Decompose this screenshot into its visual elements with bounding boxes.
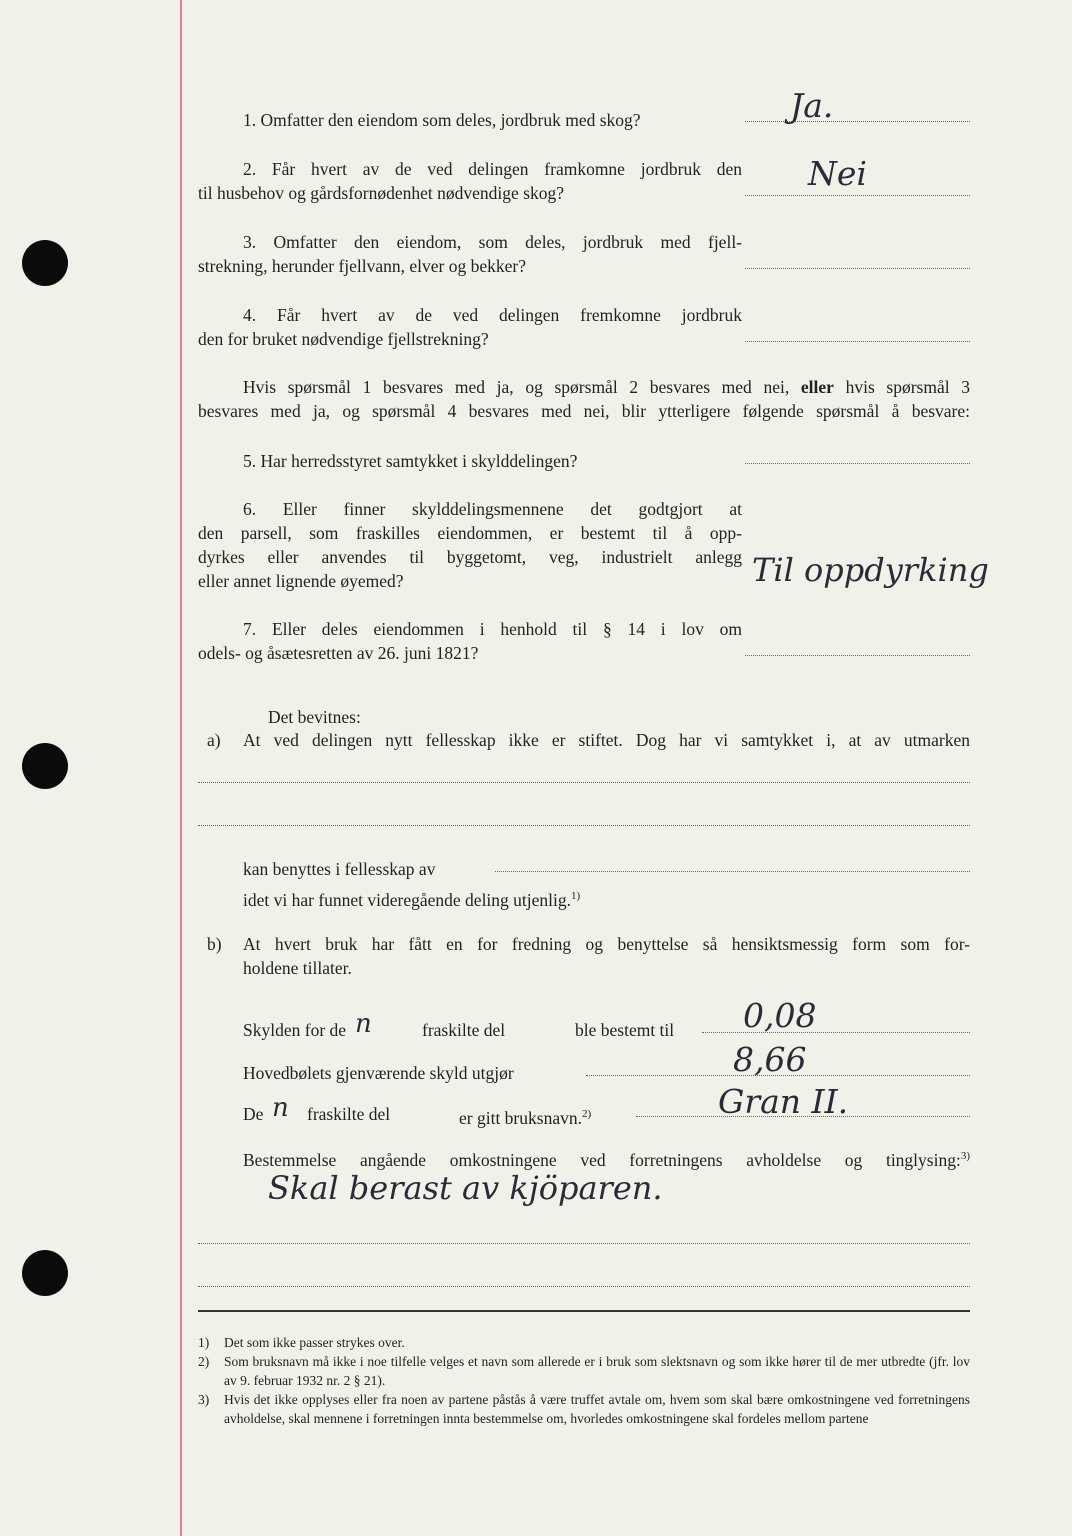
- subdivision-text: idet vi har funnet videregående deling utjenlig.$^{1)}$: [243, 889, 581, 910]
- hoved-label: Hovedbølets gjenværende skyld utgjør: [243, 1063, 514, 1083]
- question-1: 1. Omfatter den eiendom som deles, jordbruk med skog?: [243, 110, 641, 130]
- certification-heading: Det bevitnes:: [268, 707, 361, 727]
- punch-hole: [22, 743, 68, 789]
- item-a-label: a): [207, 730, 221, 750]
- footnote-divider: [198, 1310, 970, 1312]
- cost-label: Bestemmelse angående omkostningene ved forretningens avholdelse og tinglysing:$^{3)}$: [243, 1149, 970, 1170]
- punch-hole: [22, 240, 68, 286]
- answer-line-1: [745, 121, 970, 122]
- question-4-line-2: den for bruket nødvendige fjellstrekning?: [198, 329, 489, 349]
- blank-line: [198, 825, 970, 826]
- question-3-line-1: 3. Omfatter den eiendom, som deles, jordbruk med fjell-: [243, 232, 743, 252]
- answer-1: Ja.: [790, 86, 834, 125]
- question-7-line-1: 7. Eller deles eiendommen i henhold til § 14 i lov om: [243, 619, 742, 639]
- name-label-mid: fraskilte del: [307, 1104, 391, 1124]
- shared-use-line: [495, 871, 970, 872]
- skyld-handwritten-mark: n: [355, 1009, 372, 1039]
- skyld-label-post: ble bestemt til: [575, 1020, 675, 1040]
- item-b-label: b): [207, 934, 222, 954]
- shared-use-label: kan benyttes i fellesskap av: [243, 859, 436, 879]
- question-6-line-1: 6. Eller finner skylddelingsmennene det godtgjort at: [243, 499, 743, 519]
- question-2-line-2: til husbehov og gårdsfornødenhet nødvendige skog?: [198, 183, 564, 203]
- answer-line-3: [745, 268, 970, 269]
- question-4-line-1: 4. Får hvert av de ved delingen fremkomne jordbruk: [243, 305, 742, 325]
- answer-line-2: [745, 195, 970, 196]
- question-6-line-4: eller annet lignende øyemed?: [198, 571, 404, 591]
- footnote-2: 2) Som bruksnavn må ikke i noe tilfelle velges et navn som allerede er i bruk som slektsnavn og som ikke hører til de mer utbredte (jfr. lov av 9. februar 1932 nr. 2 § 21).: [198, 1354, 970, 1388]
- skyld-value: 0,08: [743, 996, 817, 1035]
- question-3-line-2: strekning, herunder fjellvann, elver og bekker?: [198, 256, 526, 276]
- name-label-pre: De: [243, 1104, 264, 1124]
- condition-line-2: besvares med ja, og spørsmål 4 besvares med nei, blir ytterligere følgende spørsmål å besvare:: [198, 401, 970, 421]
- name-label-post: er gitt bruksnavn.$^{2)}$: [459, 1107, 592, 1128]
- answer-line-7: [745, 655, 970, 656]
- name-handwritten-mark: n: [272, 1093, 289, 1123]
- hoved-value: 8,66: [733, 1040, 807, 1079]
- blank-line: [198, 782, 970, 783]
- cost-value: Skal berast av kjöparen.: [268, 1169, 663, 1207]
- punch-hole: [22, 1250, 68, 1296]
- answer-line-5: [745, 463, 970, 464]
- footnote-1: 1) Det som ikke passer strykes over.: [198, 1335, 405, 1350]
- answer-2: Nei: [808, 154, 867, 193]
- margin-line: [180, 0, 182, 1536]
- question-7-line-2: odels- og åsætesretten av 26. juni 1821?: [198, 643, 479, 663]
- question-5: 5. Har herredsstyret samtykket i skylddelingen?: [243, 451, 578, 471]
- name-value: Gran II.: [718, 1082, 849, 1121]
- skyld-label-pre: Skylden for de: [243, 1020, 347, 1040]
- item-a-text: At ved delingen nytt fellesskap ikke er stiftet. Dog har vi samtykket i, at av utmarken: [243, 730, 970, 750]
- skyld-label-mid: fraskilte del: [422, 1020, 506, 1040]
- answer-line-4: [745, 341, 970, 342]
- blank-line: [198, 1286, 970, 1287]
- question-6-line-3: dyrkes eller anvendes til byggetomt, veg, industrielt anlegg: [198, 547, 742, 567]
- item-b-line-2: holdene tillater.: [243, 958, 352, 978]
- item-b-line-1: At hvert bruk har fått en for fredning og benyttelse så hensiktsmessig form som for-: [243, 934, 970, 954]
- question-2-line-1: 2. Får hvert av de ved delingen framkomne jordbruk den: [243, 159, 743, 179]
- answer-6: Til oppdyrking: [752, 551, 989, 589]
- condition-line-1: Hvis spørsmål 1 besvares med ja, og spørsmål 2 besvares med nei, eller hvis spørsmål 3: [243, 377, 971, 397]
- question-6-line-2: den parsell, som fraskilles eiendommen, er bestemt til å opp-: [198, 523, 742, 543]
- footnote-3: 3) Hvis det ikke opplyses eller fra noen av partene påstås å være truffet avtale om, hvem som skal bære omkostningene ved forretningens avholdelse, skal mennene i forretningen innta bestemmelse om, hvorledes omkostningene skal fordeles mellom partene: [198, 1392, 970, 1426]
- blank-line: [198, 1243, 970, 1244]
